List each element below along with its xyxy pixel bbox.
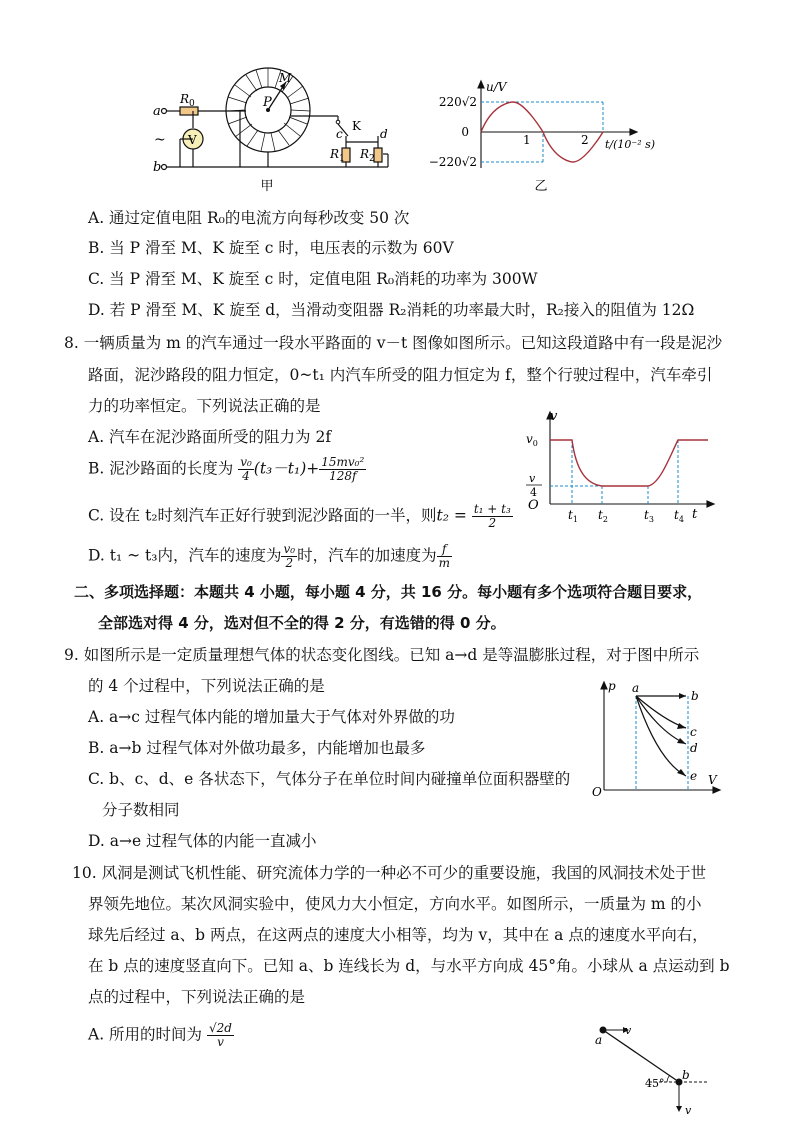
jia-label-c: c bbox=[336, 127, 343, 141]
figure-q10-ball-path bbox=[585, 1024, 715, 1120]
jia-label-R1: $R_1$ bbox=[330, 147, 345, 164]
q8-stem-line-1: 8. 一辆质量为 m 的汽车通过一段水平路面的 v－t 图像如图所示。已知这段道路中有一段是泥沙 bbox=[64, 334, 723, 352]
q10-stem-line-2: 界领先地位。某次风洞实验中，使风力大小恒定，方向水平。如图所示，一质量为 m 的小 bbox=[88, 895, 702, 913]
q8-y-label: v bbox=[550, 409, 558, 424]
figure-q8-vt-graph bbox=[520, 408, 725, 526]
q10-stem-line-4: 在 b 点的速度竖直向下。已知 a、b 连线长为 d，与水平方向成 45°角。小球从 a 点运动到 b bbox=[88, 957, 730, 975]
q8-t1: $t_1$ bbox=[568, 508, 578, 524]
q9-a-label: a bbox=[632, 681, 640, 695]
q9-b-label: b bbox=[691, 689, 699, 703]
q9-d-label: d bbox=[690, 741, 698, 755]
q8-v0-quarter-num: v bbox=[529, 472, 536, 485]
jia-caption: 甲 bbox=[260, 179, 274, 194]
jia-label-b: b bbox=[153, 160, 162, 175]
q9-option-b: B. a→b 过程气体对外做功最多，内能增加也最多 bbox=[88, 739, 426, 757]
q7-option-d: D. 若 P 滑至 M、K 旋至 d，当滑动变阻器 R₂消耗的功率最大时，R₂接入的阻值为 12Ω bbox=[88, 301, 695, 319]
q8-option-a: A. 汽车在泥沙路面所受的阻力为 2f bbox=[88, 428, 332, 446]
yi-x-axis-label: t/(10⁻² s) bbox=[605, 138, 656, 151]
q9-c-label: c bbox=[690, 725, 697, 739]
jia-label-K: K bbox=[352, 119, 361, 133]
jia-label-V: V bbox=[188, 133, 197, 147]
jia-label-a: a bbox=[153, 104, 161, 119]
jia-label-M: M bbox=[279, 71, 292, 85]
yi-y-neg-label: −220√2 bbox=[428, 155, 477, 169]
q9-option-c-line-2: 分子数相同 bbox=[102, 801, 180, 819]
q10-stem-line-3: 球先后经过 a、b 两点，在这两点的速度大小相等，均为 v，其中在 a 点的速度水平向右， bbox=[88, 926, 708, 944]
q7-option-a: A. 通过定值电阻 R₀的电流方向每秒改变 50 次 bbox=[88, 209, 410, 227]
q8-t3: $t_3$ bbox=[644, 508, 654, 524]
q7-option-c: C. 当 P 滑至 M、K 旋至 c 时，定值电阻 R₀消耗的功率为 300W bbox=[88, 270, 538, 288]
jia-label-P: P bbox=[263, 95, 272, 110]
figure-q9-pv-graph bbox=[590, 676, 730, 802]
q8-option-c: C. 设在 t₂时刻汽车正好行驶到泥沙路面的一半，则t₂ = $\frac{\text{t₁ + t₃}}{2}$ bbox=[88, 502, 511, 530]
q10-stem-line-1: 10. 风洞是测试飞机性能、研究流体力学的一种必不可少的重要设施，我国的风洞技术处于世 bbox=[72, 864, 707, 882]
q8-vt-curve bbox=[550, 440, 708, 486]
q10-b-label: b bbox=[682, 1068, 690, 1082]
q9-option-a: A. a→c 过程气体内能的增加量大于气体对外界做的功 bbox=[88, 708, 455, 726]
q8-x-label: t bbox=[692, 507, 698, 522]
q8-v0-label: $v_0$ bbox=[526, 432, 538, 448]
jia-label-R2: $R_2$ bbox=[360, 147, 375, 164]
q9-p-label: p bbox=[608, 679, 616, 693]
figure-yi-waveform bbox=[425, 78, 665, 195]
jia-label-d: d bbox=[380, 127, 388, 141]
q9-stem-line-1: 9. 如图所示是一定质量理想气体的状态变化图线。已知 a→d 是等温膨胀过程，对于图中所示 bbox=[64, 646, 700, 664]
q10-stem-line-5: 点的过程中，下列说法正确的是 bbox=[88, 988, 306, 1006]
jia-label-R0: $R_0$ bbox=[180, 92, 195, 109]
yi-y-axis-label: u/V bbox=[486, 80, 507, 94]
q9-O-label: O bbox=[592, 785, 602, 799]
q9-option-c-line-1: C. b、c、d、e 各状态下，气体分子在单位时间内碰撞单位面积器壁的 bbox=[88, 770, 571, 788]
yi-tick-2: 2 bbox=[581, 133, 589, 147]
q8-t4: $t_4$ bbox=[674, 508, 684, 524]
q8-option-d: D. t₁ ~ t₃内，汽车的速度为 $\frac{\text{v₀}}{2}$ 时，汽车的加速度为 $\frac{f}{m}$ bbox=[88, 542, 450, 570]
q8-stem-line-3: 力的功率恒定。下列说法正确的是 bbox=[88, 397, 321, 415]
q8-t2: $t_2$ bbox=[598, 508, 608, 524]
q9-option-d: D. a→e 过程气体的内能一直减小 bbox=[88, 832, 317, 850]
figure-jia-circuit bbox=[150, 60, 400, 195]
q8-origin: O bbox=[528, 498, 539, 513]
q10-v-bottom-label: v bbox=[685, 1104, 692, 1117]
yi-y-pos-label: 220√2 bbox=[438, 95, 477, 109]
q9-V-label: V bbox=[708, 773, 717, 787]
q8-stem-line-2: 路面，泥沙路段的阻力恒定，0~t₁ 内汽车所受的阻力恒定为 f，整个行驶过程中，汽车牵引 bbox=[88, 366, 713, 384]
jia-label-tilde: ~ bbox=[154, 132, 166, 148]
q8-v0-quarter-den: 4 bbox=[530, 486, 537, 499]
yi-origin-label: 0 bbox=[461, 125, 469, 139]
q10-v-top-label: v bbox=[625, 1024, 632, 1037]
section2-heading-line-2: 全部选对得 4 分，选对但不全的得 2 分，有选错的得 0 分。 bbox=[98, 614, 506, 632]
q10-option-a: A. 所用的时间为 $\frac{√2d}{v}$ bbox=[88, 1021, 232, 1049]
yi-caption: 乙 bbox=[534, 179, 548, 194]
q8-option-b: B. 泥沙路面的长度为 $\frac{\text{v₀}}{4}$ (t₃－t₁)+ $\frac{\text{15mv₀²}}{128f}$ bbox=[88, 455, 365, 483]
section2-heading-line-1: 二、多项选择题：本题共 4 小题，每小题 4 分，共 16 分。每小题有多个选项符合题目要求， bbox=[74, 583, 703, 601]
q10-angle-label: 45° bbox=[645, 1077, 665, 1090]
yi-tick-1: 1 bbox=[523, 133, 531, 147]
q9-e-label: e bbox=[690, 769, 698, 783]
q7-option-b: B. 当 P 滑至 M、K 旋至 c 时，电压表的示数为 60V bbox=[88, 239, 454, 257]
q10-a-label: a bbox=[595, 1033, 603, 1047]
q9-stem-line-2: 的 4 个过程中，下列说法正确的是 bbox=[88, 677, 325, 695]
